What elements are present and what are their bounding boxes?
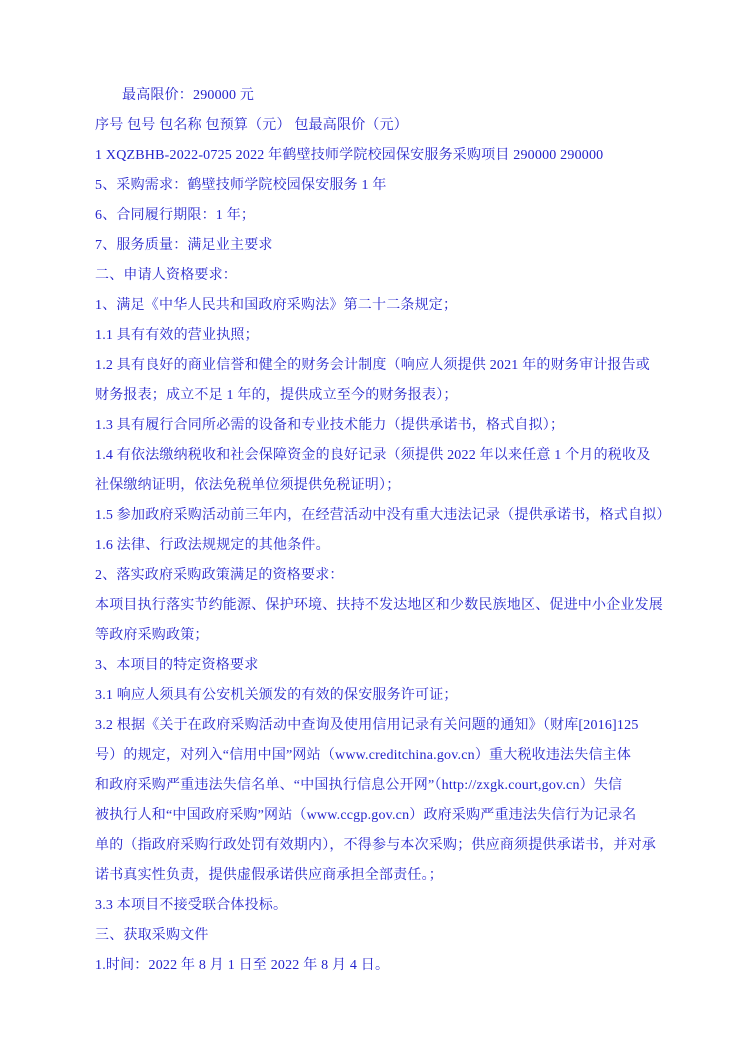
document-line: 1.3 具有履行合同所必需的设备和专业技术能力（提供承诺书，格式自拟）；: [95, 418, 565, 433]
document-line: 1.2 具有良好的商业信誉和健全的财务会计制度（响应人须提供 2021 年的财务审计报告或: [95, 358, 650, 373]
document-line: 号）的规定，对列入“信用中国”网站（www.creditchina.gov.cn）重大税收违法失信主体: [95, 748, 632, 763]
document-line: 6、合同履行期限：1 年；: [95, 208, 256, 223]
document-line: 3.1 响应人须具有公安机关颁发的有效的保安服务许可证；: [95, 688, 458, 703]
document-line: 被执行人和“中国政府采购”网站（www.ccgp.gov.cn）政府采购严重违法失信行为记录名: [95, 808, 637, 823]
document-line: 和政府采购严重违法失信名单、“中国执行信息公开网”（http://zxgk.court,gov.cn）失信: [95, 778, 623, 793]
document-body: [95, 81, 701, 981]
document-line: 诺书真实性负责，提供虚假承诺供应商承担全部责任。；: [95, 868, 443, 883]
document-line: 三、获取采购文件: [95, 928, 209, 943]
document-line: 5、采购需求：鹤壁技师学院校园保安服务 1 年: [95, 178, 387, 193]
document-line: 单的（指政府采购行政处罚有效期内），不得参与本次采购；供应商须提供承诺书，并对承: [95, 838, 656, 853]
document-line: 社保缴纳证明，依法免税单位须提供免税证明）；: [95, 478, 401, 493]
document-line: 1.5 参加政府采购活动前三年内，在经营活动中没有重大违法记录（提供承诺书，格式自拟）: [95, 508, 671, 523]
document-line: 1、满足《中华人民共和国政府采购法》第二十二条规定；: [95, 298, 458, 313]
document-line: 最高限价：290000 元: [122, 88, 255, 103]
document-line: 1 XQZBHB-2022-0725 2022 年鹤壁技师学院校园保安服务采购项目 290000 290000: [95, 148, 604, 163]
document-line: 1.1 具有有效的营业执照；: [95, 328, 259, 343]
document-line: 二、申请人资格要求：: [95, 268, 237, 283]
document-line: 3、本项目的特定资格要求: [95, 658, 259, 673]
document-line: 本项目执行落实节约能源、保护环境、扶持不发达地区和少数民族地区、促进中小企业发展: [95, 598, 663, 613]
document-line: 等政府采购政策；: [95, 628, 209, 643]
document-line: 3.3 本项目不接受联合体投标。: [95, 898, 288, 913]
document-line: 1.4 有依法缴纳税收和社会保障资金的良好记录（须提供 2022 年以来任意 1 个月的税收及: [95, 448, 651, 463]
document-line: 7、服务质量：满足业主要求: [95, 238, 273, 253]
document-line: 1.时间：2022 年 8 月 1 日至 2022 年 8 月 4 日。: [95, 958, 390, 973]
document-line: 序号 包号 包名称 包预算（元） 包最高限价（元）: [95, 118, 408, 133]
document-line: 2、落实政府采购政策满足的资格要求：: [95, 568, 344, 583]
document-line: 财务报表；成立不足 1 年的，提供成立至今的财务报表）；: [95, 388, 458, 403]
document-line: 3.2 根据《关于在政府采购活动中查询及使用信用记录有关问题的通知》（财库[2016]125: [95, 718, 639, 733]
document-line: 1.6 法律、行政法规规定的其他条件。: [95, 538, 330, 553]
